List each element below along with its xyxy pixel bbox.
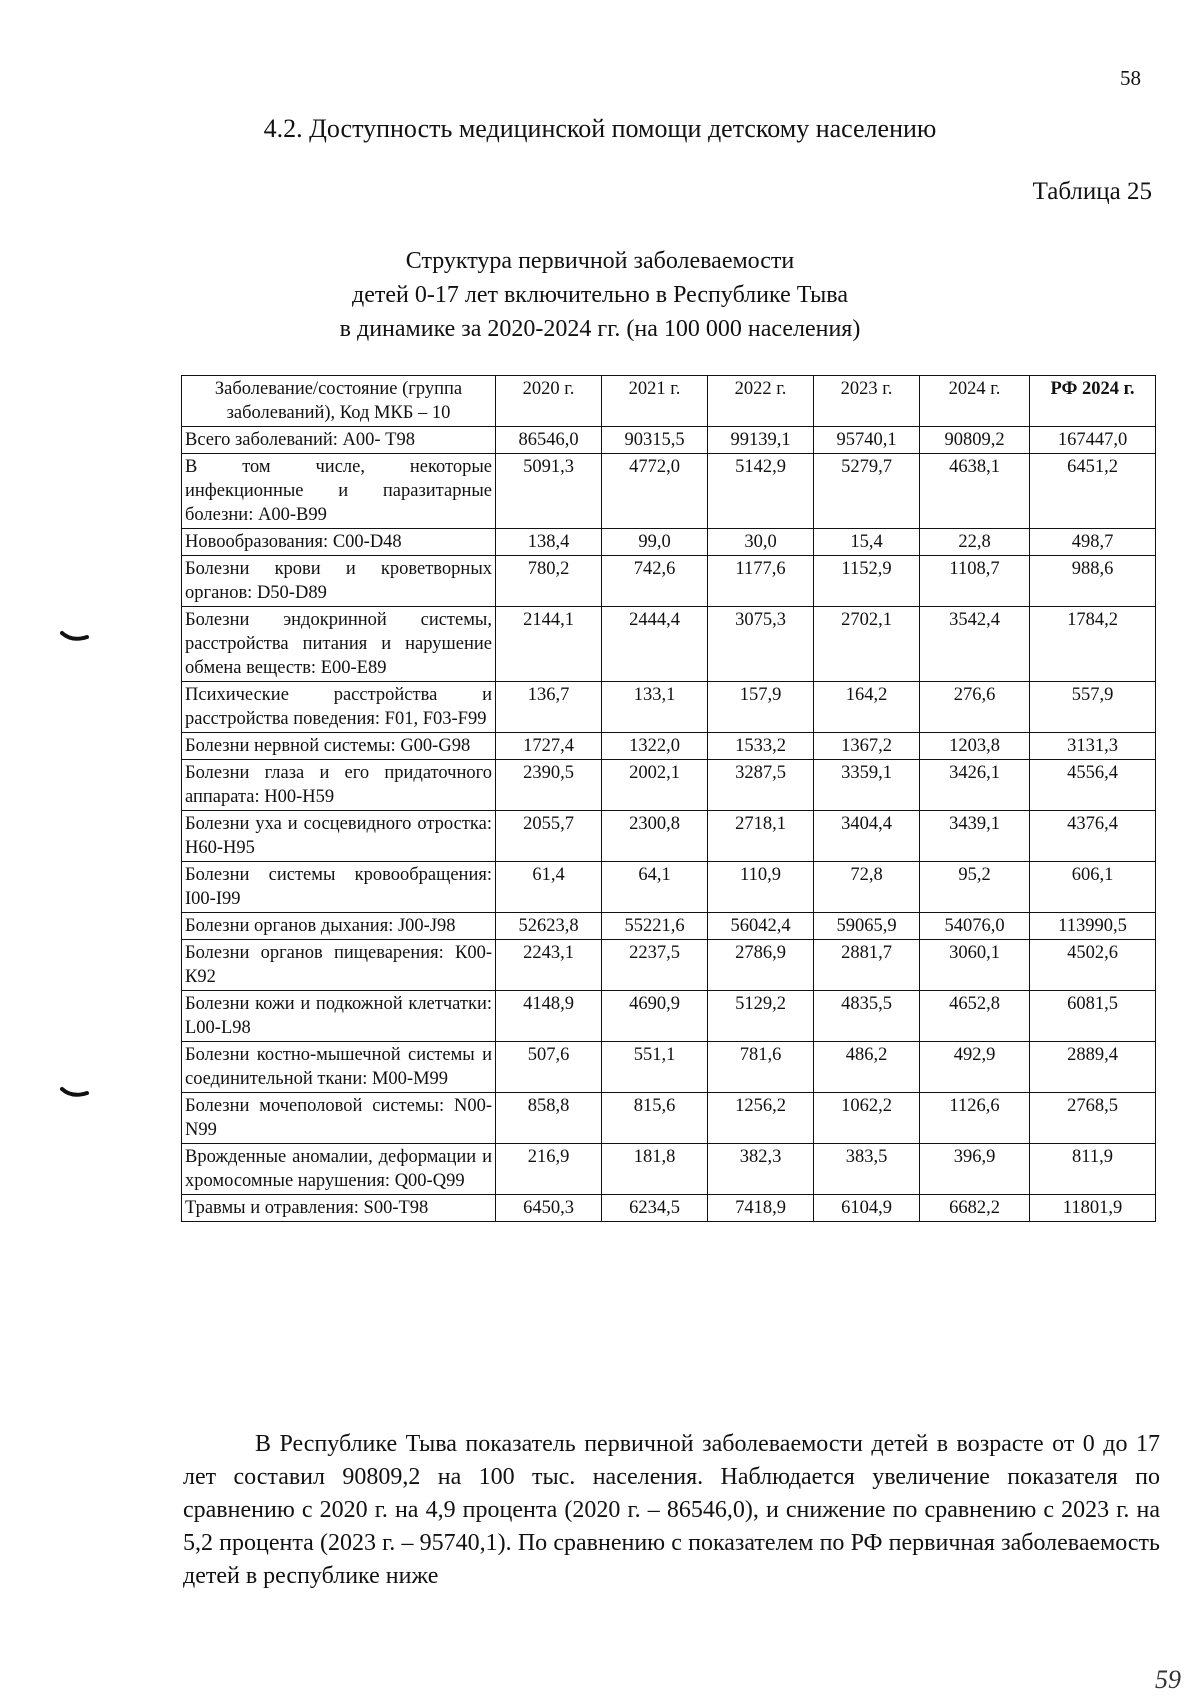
value-cell: 4638,1: [920, 454, 1030, 529]
value-cell: 3060,1: [920, 940, 1030, 991]
value-cell: 3426,1: [920, 760, 1030, 811]
value-cell: 1322,0: [602, 733, 708, 760]
value-cell: 1256,2: [708, 1093, 814, 1144]
row-label-cell: Болезни эндокринной системы, расстройства питания и нарушение обмена веществ: Е00-Е89: [182, 607, 496, 682]
value-cell: 99,0: [602, 529, 708, 556]
value-cell: 811,9: [1030, 1144, 1156, 1195]
value-cell: 6104,9: [814, 1195, 920, 1222]
morbidity-table: [181, 375, 1156, 1222]
value-cell: 7418,9: [708, 1195, 814, 1222]
section-heading: 4.2. Доступность медицинской помощи детскому населению: [263, 114, 937, 143]
table-row: [182, 1144, 1156, 1195]
value-cell: 1062,2: [814, 1093, 920, 1144]
value-cell: 52623,8: [496, 913, 602, 940]
value-cell: 498,7: [1030, 529, 1156, 556]
value-cell: 72,8: [814, 862, 920, 913]
value-cell: 2718,1: [708, 811, 814, 862]
value-cell: 64,1: [602, 862, 708, 913]
value-cell: 988,6: [1030, 556, 1156, 607]
value-cell: 6450,3: [496, 1195, 602, 1222]
value-cell: 133,1: [602, 682, 708, 733]
value-cell: 138,4: [496, 529, 602, 556]
value-cell: 5129,2: [708, 991, 814, 1042]
header-year: РФ 2024 г.: [1030, 376, 1156, 427]
row-label-cell: Всего заболеваний: А00- Т98: [182, 427, 496, 454]
value-cell: 815,6: [602, 1093, 708, 1144]
value-cell: 1126,6: [920, 1093, 1030, 1144]
value-cell: 4502,6: [1030, 940, 1156, 991]
header-year: 2021 г.: [602, 376, 708, 427]
value-cell: 4690,9: [602, 991, 708, 1042]
table-row: [182, 682, 1156, 733]
table-row: [182, 607, 1156, 682]
value-cell: 181,8: [602, 1144, 708, 1195]
value-cell: 6234,5: [602, 1195, 708, 1222]
value-cell: 2881,7: [814, 940, 920, 991]
table-row: [182, 811, 1156, 862]
caption-line: Структура первичной заболеваемости: [405, 248, 795, 274]
value-cell: 4772,0: [602, 454, 708, 529]
row-label-cell: Болезни органов пищеварения: К00-К92: [182, 940, 496, 991]
value-cell: 2002,1: [602, 760, 708, 811]
caption-line: детей 0-17 лет включительно в Республике Тыва: [352, 282, 848, 308]
value-cell: 61,4: [496, 862, 602, 913]
value-cell: 1177,6: [708, 556, 814, 607]
table-row: [182, 940, 1156, 991]
value-cell: 59065,9: [814, 913, 920, 940]
row-label-cell: Болезни костно-мышечной системы и соединительной ткани: М00-М99: [182, 1042, 496, 1093]
row-label-cell: Болезни мочеполовой системы: N00-N99: [182, 1093, 496, 1144]
value-cell: 606,1: [1030, 862, 1156, 913]
value-cell: 136,7: [496, 682, 602, 733]
morbidity-table-container: [181, 375, 1156, 1222]
table-row: [182, 760, 1156, 811]
value-cell: 2702,1: [814, 607, 920, 682]
value-cell: 1784,2: [1030, 607, 1156, 682]
value-cell: 11801,9: [1030, 1195, 1156, 1222]
value-cell: 6081,5: [1030, 991, 1156, 1042]
handwritten-page-mark: 59: [1155, 1665, 1181, 1694]
value-cell: 216,9: [496, 1144, 602, 1195]
table-row: [182, 1042, 1156, 1093]
header-year: 2023 г.: [814, 376, 920, 427]
table-row: [182, 454, 1156, 529]
value-cell: 2889,4: [1030, 1042, 1156, 1093]
value-cell: 86546,0: [496, 427, 602, 454]
value-cell: 4148,9: [496, 991, 602, 1042]
table-caption: [0, 244, 1200, 346]
value-cell: 492,9: [920, 1042, 1030, 1093]
value-cell: 781,6: [708, 1042, 814, 1093]
margin-mark: [60, 630, 90, 644]
value-cell: 2444,4: [602, 607, 708, 682]
value-cell: 382,3: [708, 1144, 814, 1195]
table-row: [182, 862, 1156, 913]
row-label-cell: Болезни уха и сосцевидного отростка: Н60-Н95: [182, 811, 496, 862]
row-label-cell: Болезни глаза и его придаточного аппарата: Н00-Н59: [182, 760, 496, 811]
value-cell: 110,9: [708, 862, 814, 913]
value-cell: 2144,1: [496, 607, 602, 682]
page-number: 58: [1120, 66, 1141, 90]
table-row: [182, 1093, 1156, 1144]
row-label-cell: Болезни крови и кроветворных органов: D50-D89: [182, 556, 496, 607]
value-cell: 2786,9: [708, 940, 814, 991]
value-cell: 780,2: [496, 556, 602, 607]
row-label-cell: Психические расстройства и расстройства поведения: F01, F03-F99: [182, 682, 496, 733]
value-cell: 1533,2: [708, 733, 814, 760]
value-cell: 1108,7: [920, 556, 1030, 607]
value-cell: 3287,5: [708, 760, 814, 811]
value-cell: 5279,7: [814, 454, 920, 529]
value-cell: 2237,5: [602, 940, 708, 991]
value-cell: 2055,7: [496, 811, 602, 862]
table-header-row: [182, 376, 1156, 427]
value-cell: 2390,5: [496, 760, 602, 811]
value-cell: 54076,0: [920, 913, 1030, 940]
value-cell: 742,6: [602, 556, 708, 607]
value-cell: 30,0: [708, 529, 814, 556]
body-paragraph: В Республике Тыва показатель первичной заболеваемости детей в возрасте от 0 до 17 лет составил 90809,2 на 100 тыс. населения. Наблюдается увеличение показателя по сравнению с 2020 г. на 4,9 процента (2020 г. – 86546,0), и снижение по сравнению с 2023 г. на 5,2 процента (2023 г. – 95740,1). По сравнению с показателем по РФ первичная заболеваемость детей в республике ниже: [183, 1431, 1160, 1589]
value-cell: 4376,4: [1030, 811, 1156, 862]
value-cell: 95740,1: [814, 427, 920, 454]
value-cell: 4835,5: [814, 991, 920, 1042]
value-cell: 167447,0: [1030, 427, 1156, 454]
value-cell: 551,1: [602, 1042, 708, 1093]
header-year: 2022 г.: [708, 376, 814, 427]
value-cell: 3404,4: [814, 811, 920, 862]
value-cell: 99139,1: [708, 427, 814, 454]
value-cell: 15,4: [814, 529, 920, 556]
header-year: 2024 г.: [920, 376, 1030, 427]
value-cell: 3542,4: [920, 607, 1030, 682]
value-cell: 3131,3: [1030, 733, 1156, 760]
value-cell: 507,6: [496, 1042, 602, 1093]
value-cell: 22,8: [920, 529, 1030, 556]
value-cell: 3439,1: [920, 811, 1030, 862]
value-cell: 2243,1: [496, 940, 602, 991]
margin-mark: [60, 1086, 90, 1100]
value-cell: 5091,3: [496, 454, 602, 529]
value-cell: 4652,8: [920, 991, 1030, 1042]
value-cell: 557,9: [1030, 682, 1156, 733]
table-row: [182, 733, 1156, 760]
value-cell: 4556,4: [1030, 760, 1156, 811]
table-row: [182, 556, 1156, 607]
value-cell: 157,9: [708, 682, 814, 733]
table-row: [182, 427, 1156, 454]
value-cell: 5142,9: [708, 454, 814, 529]
value-cell: 113990,5: [1030, 913, 1156, 940]
value-cell: 90809,2: [920, 427, 1030, 454]
table-row: [182, 1195, 1156, 1222]
row-label-cell: Травмы и отравления: S00-T98: [182, 1195, 496, 1222]
value-cell: 56042,4: [708, 913, 814, 940]
caption-line: в динамике за 2020-2024 гг. (на 100 000 населения): [339, 316, 861, 342]
value-cell: 3359,1: [814, 760, 920, 811]
value-cell: 6682,2: [920, 1195, 1030, 1222]
value-cell: 486,2: [814, 1042, 920, 1093]
value-cell: 164,2: [814, 682, 920, 733]
value-cell: 55221,6: [602, 913, 708, 940]
value-cell: 276,6: [920, 682, 1030, 733]
value-cell: 95,2: [920, 862, 1030, 913]
table-label: Таблица 25: [1032, 178, 1152, 205]
row-label-cell: Болезни системы кровообращения: I00-I99: [182, 862, 496, 913]
row-label-cell: В том числе, некоторые инфекционные и паразитарные болезни: А00-В99: [182, 454, 496, 529]
table-row: [182, 529, 1156, 556]
value-cell: 858,8: [496, 1093, 602, 1144]
row-label-cell: Новообразования: С00-D48: [182, 529, 496, 556]
row-label-cell: Врожденные аномалии, деформации и хромосомные нарушения: Q00-Q99: [182, 1144, 496, 1195]
value-cell: 1727,4: [496, 733, 602, 760]
value-cell: 6451,2: [1030, 454, 1156, 529]
value-cell: 1367,2: [814, 733, 920, 760]
value-cell: 2768,5: [1030, 1093, 1156, 1144]
value-cell: 90315,5: [602, 427, 708, 454]
value-cell: 2300,8: [602, 811, 708, 862]
table-row: [182, 913, 1156, 940]
row-label-cell: Болезни кожи и подкожной клетчатки: L00-L98: [182, 991, 496, 1042]
value-cell: 383,5: [814, 1144, 920, 1195]
header-disease-group: Заболевание/состояние (группа заболеваний), Код МКБ – 10: [182, 376, 496, 427]
table-row: [182, 991, 1156, 1042]
value-cell: 3075,3: [708, 607, 814, 682]
row-label-cell: Болезни органов дыхания: J00-J98: [182, 913, 496, 940]
value-cell: 1152,9: [814, 556, 920, 607]
header-year: 2020 г.: [496, 376, 602, 427]
row-label-cell: Болезни нервной системы: G00-G98: [182, 733, 496, 760]
value-cell: 1203,8: [920, 733, 1030, 760]
value-cell: 396,9: [920, 1144, 1030, 1195]
